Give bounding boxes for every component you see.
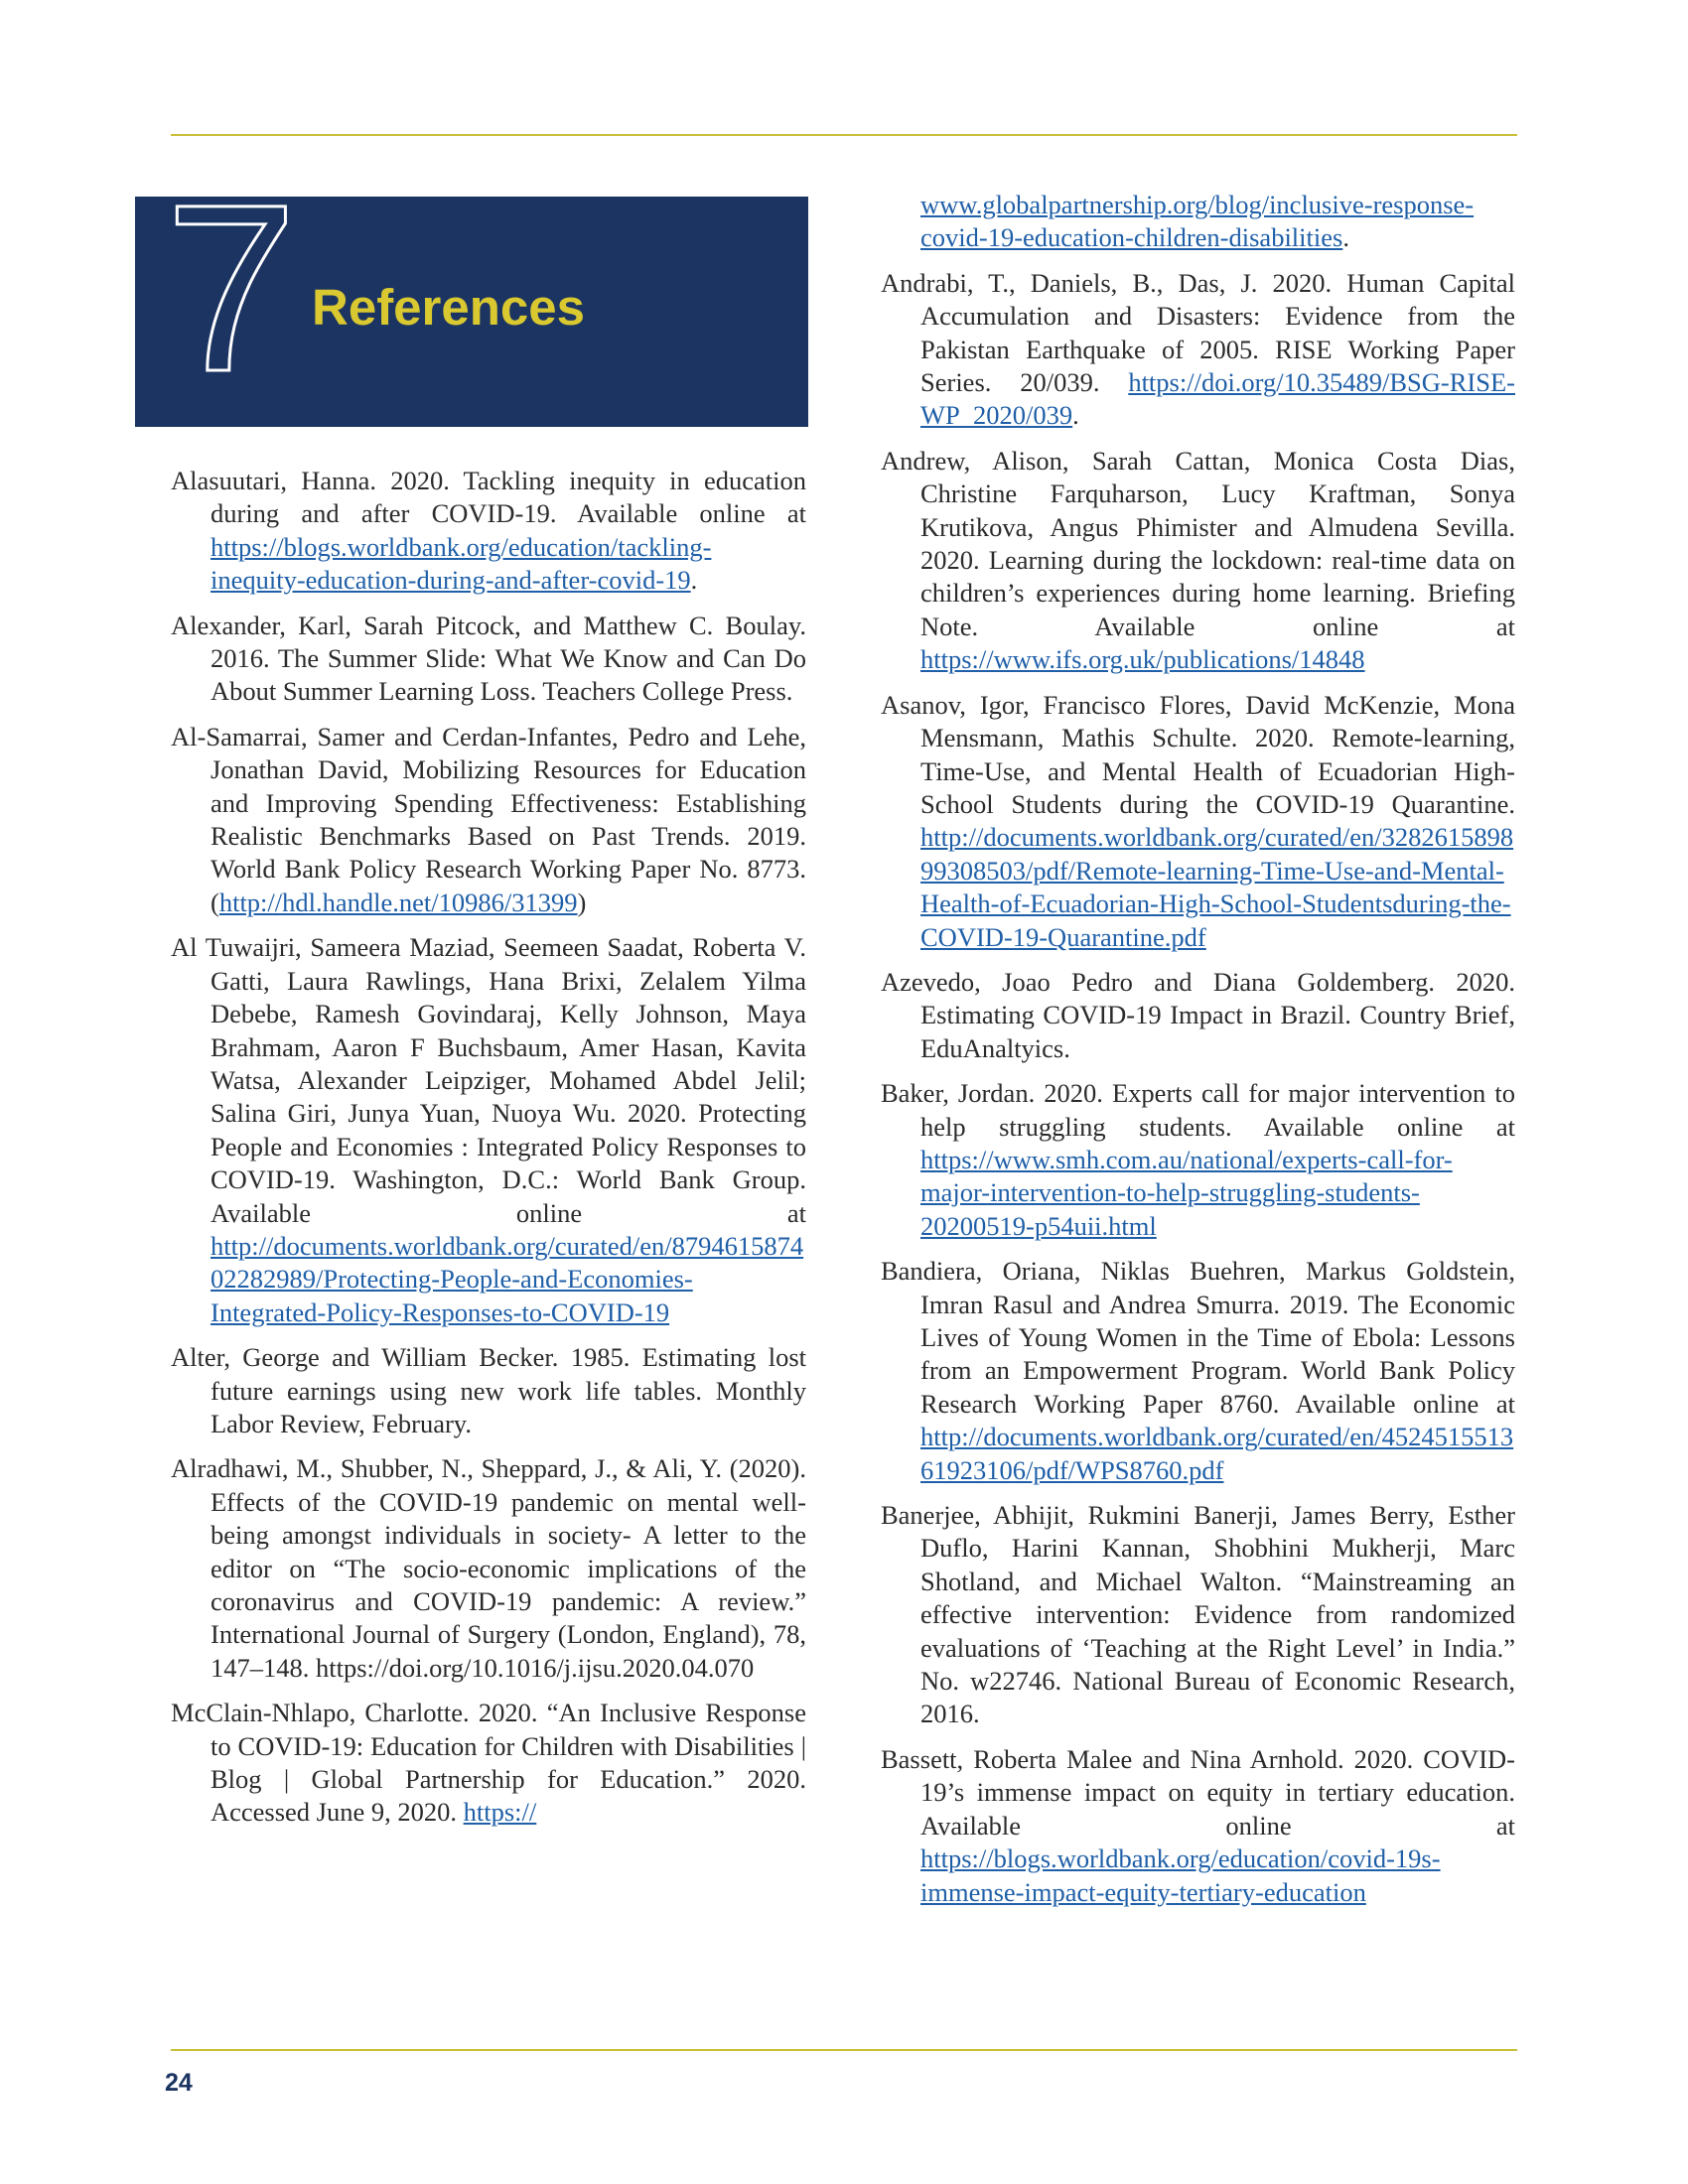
reference-entry — [881, 966, 1515, 1065]
reference-text: Alasuutari, Hanna. 2020. Tackling inequity in education during and after COVID-19. Available online at — [171, 466, 806, 529]
reference-entry — [171, 1697, 806, 1830]
reference-text: Bassett, Roberta Malee and Nina Arnhold. 2020. COVID-19’s immense impact on equity in tertiary education. Available online at — [881, 1743, 1515, 1841]
reference-entry — [171, 721, 806, 919]
reference-link[interactable]: http://hdl.handle.net/10986/31399 — [218, 887, 578, 917]
reference-text: Andrabi, T., Daniels, B., Das, J. 2020. Human Capital Accumulation and Disasters: Evidence from the Pakistan Earthquake of 2005. RISE Working Paper Series. 20/039. — [881, 267, 1515, 398]
chapter-header — [135, 155, 808, 427]
reference-trailing: ) — [577, 887, 587, 917]
reference-text: Andrew, Alison, Sarah Cattan, Monica Costa Dias, Christine Farquharson, Lucy Kraftman, Sonya Krutikova, Angus Phimister and Almudena Sevilla. 2020. Learning during the lockdown: real-time data on children’s experiences during home learning. Briefing Note. Available online at — [881, 445, 1515, 641]
reference-entry — [171, 931, 806, 1329]
reference-link[interactable]: https://blogs.worldbank.org/education/covid-19s-immense-impact-equity-tertiary-education — [920, 1843, 1441, 1907]
top-rule — [171, 134, 1517, 136]
reference-text: Baker, Jordan. 2020. Experts call for major intervention to help struggling students. Available online at — [881, 1078, 1515, 1142]
references-left-column — [171, 465, 806, 1842]
page-number: 24 — [165, 2069, 193, 2097]
chapter-title: References — [312, 279, 585, 336]
reference-link[interactable]: http://documents.worldbank.org/curated/en/879461587402282989/Protecting-People-and-Economies-Integrated-Policy-Responses-to-COVID-19 — [211, 1230, 804, 1327]
reference-entry — [881, 1255, 1515, 1487]
reference-link[interactable]: www.globalpartnership.org/blog/inclusive-response-covid-19-education-children-disabilities — [920, 190, 1475, 253]
reference-entry — [171, 610, 806, 709]
reference-text: Al Tuwaijri, Sameera Maziad, Seemeen Saadat, Roberta V. Gatti, Laura Rawlings, Hana Brixi, Zelalem Yilma Debebe, Ramesh Govindaraj, Kelly Johnson, Maya Brahmam, Aaron F Buchsbaum, Amer Hasan, Kavita Watsa, Alexander Leipziger, Mohamed Abdel Jelil; Salina Giri, Junya Yuan, Nuoya Wu. 2020. Protecting People and Economies : Integrated Policy Responses to COVID-19. Washington, D.C.: World Bank Group. Available online at — [171, 932, 806, 1228]
reference-text: Alexander, Karl, Sarah Pitcock, and Matthew C. Boulay. 2016. The Summer Slide: What We Know and Can Do About Summer Learning Loss. Teachers College Press. — [171, 610, 806, 707]
reference-link[interactable]: https://doi.org/10.35489/BSG-RISE-WP_2020/039 — [920, 367, 1515, 431]
reference-entry — [881, 189, 1515, 255]
reference-entry — [881, 1743, 1515, 1909]
reference-link[interactable]: https://blogs.worldbank.org/education/tackling-inequity-education-during-and-after-covid-19 — [211, 531, 712, 596]
reference-entry — [171, 1341, 806, 1440]
reference-entry — [171, 1452, 806, 1685]
reference-entry — [881, 445, 1515, 677]
reference-link[interactable]: https://www.smh.com.au/national/experts-call-for-major-intervention-to-help-struggling-students-20200519-p54uii.html — [920, 1144, 1453, 1241]
bottom-rule — [171, 2049, 1517, 2051]
reference-trailing: . — [690, 565, 698, 596]
reference-text: Al-Samarrai, Samer and Cerdan-Infantes, Pedro and Lehe, Jonathan David, Mobilizing Resources for Education and Improving Spending Effectiveness: Establishing Realistic Benchmarks Based on Past Trends. 2019. World Bank Policy Research Working Paper No. 8773. ( — [171, 721, 806, 917]
reference-text: Asanov, Igor, Francisco Flores, David McKenzie, Mona Mensmann, Mathis Schulte. 2020. Remote-learning, Time-Use, and Mental Health of Ecuadorian High-School Students during the COVID-19 Quarantine. — [881, 689, 1515, 819]
chapter-number: 7 — [165, 155, 298, 421]
reference-text: McClain-Nhlapo, Charlotte. 2020. “An Inclusive Response to COVID-19: Education for Children with Disabilities | Blog | Global Partnership for Education.” 2020. Accessed June 9, 2020. — [171, 1698, 806, 1828]
reference-entry — [881, 1077, 1515, 1243]
reference-trailing: . — [1342, 222, 1349, 253]
references-right-column — [881, 189, 1515, 1921]
reference-text: Alradhawi, M., Shubber, N., Sheppard, J., & Ali, Y. (2020). Effects of the COVID-19 pandemic on mental well-being amongst individuals in society- A letter to the editor on “The socio-economic implications of the coronavirus and COVID-19 pandemic: A review.” International Journal of Surgery (London, England), 78, 147–148. https://doi.org/10.1016/j.ijsu.2020.04.070 — [171, 1453, 806, 1683]
reference-entry — [881, 267, 1515, 433]
reference-entry — [171, 465, 806, 598]
reference-link[interactable]: http://documents.worldbank.org/curated/en/452451551361923106/pdf/WPS8760.pdf — [920, 1422, 1514, 1485]
reference-text: Alter, George and William Becker. 1985. Estimating lost future earnings using new work life tables. Monthly Labor Review, February. — [171, 1342, 806, 1438]
reference-text: Banerjee, Abhijit, Rukmini Banerji, James Berry, Esther Duflo, Harini Kannan, Shobhini Mukherji, Marc Shotland, and Michael Walton. “Mainstreaming an effective intervention: Evidence from randomized evaluations of ‘Teaching at the Right Level’ in India.” No. w22746. National Bureau of Economic Research, 2016. — [881, 1500, 1515, 1729]
reference-trailing: . — [1072, 400, 1079, 431]
reference-link[interactable]: https://www.ifs.org.uk/publications/14848 — [920, 644, 1365, 675]
reference-text: Azevedo, Joao Pedro and Diana Goldemberg. 2020. Estimating COVID-19 Impact in Brazil. Country Brief, EduAnaltyics. — [881, 966, 1515, 1063]
reference-link[interactable]: https:// — [463, 1797, 537, 1828]
reference-entry — [881, 1499, 1515, 1731]
reference-text: Bandiera, Oriana, Niklas Buehren, Markus Goldstein, Imran Rasul and Andrea Smurra. 2019. The Economic Lives of Young Women in the Time of Ebola: Lessons from an Empowerment Program. World Bank Policy Research Working Paper 8760. Available online at — [881, 1256, 1515, 1419]
reference-entry — [881, 689, 1515, 954]
reference-link[interactable]: http://documents.worldbank.org/curated/en/328261589899308503/pdf/Remote-learning-Time-Use-and-Mental-Health-of-Ecuadorian-High-School-Studentsduring-the-COVID-19-Quarantine.pdf — [920, 822, 1514, 952]
